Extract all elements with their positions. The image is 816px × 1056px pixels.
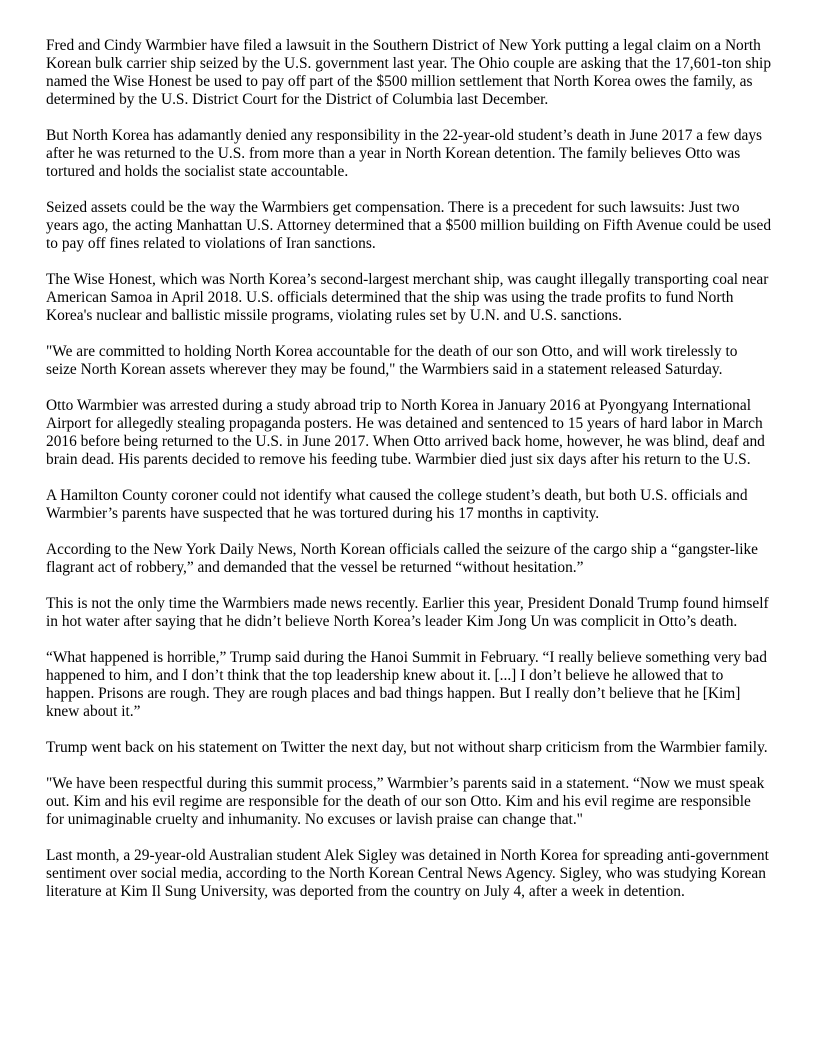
paragraph-3: Seized assets could be the way the Warmbiers get compensation. There is a precedent for such lawsuits: Just two years ago, the acting Manhattan U.S. Attorney determined that a $500 million building on Fifth Avenue could be used to pay off fines related to violations of Iran sanctions. xyxy=(46,199,772,252)
paragraph-9: This is not the only time the Warmbiers made news recently. Earlier this year, President Donald Trump found himself in hot water after saying that he didn’t believe North Korea’s leader Kim Jong Un was complicit in Otto’s death. xyxy=(46,595,769,630)
paragraph-5: "We are committed to holding North Korea accountable for the death of our son Otto, and will work tirelessly to seize North Korean assets wherever they may be found," the Warmbiers said in a statement released Saturday. xyxy=(46,343,738,378)
paragraph-13: Last month, a 29-year-old Australian student Alek Sigley was detained in North Korea for spreading anti-government sentiment over social media, according to the North Korean Central News Agency. Sigley, who was studying Korean literature at Kim Il Sung University, was deported from the country on July 4, after a week in detention. xyxy=(46,847,769,900)
paragraph-7: A Hamilton County coroner could not identify what caused the college student’s death, but both U.S. officials and Warmbier’s parents have suspected that he was tortured during his 17 months in captivity. xyxy=(46,487,748,522)
paragraph-10: “What happened is horrible,” Trump said during the Hanoi Summit in February. “I really believe something very bad happened to him, and I don’t think that the top leadership knew about it. [...] I don’t believe he allowed that to happen. Prisons are rough. They are rough places and bad things happen. But I really don’t believe that he [Kim] knew about it.” xyxy=(46,649,767,720)
paragraph-2: But North Korea has adamantly denied any responsibility in the 22-year-old student’s death in June 2017 a few days after he was returned to the U.S. from more than a year in North Korean detention. The family believes Otto was tortured and holds the socialist state accountable. xyxy=(46,127,763,180)
article-body xyxy=(46,37,772,919)
paragraph-1: Fred and Cindy Warmbier have filed a lawsuit in the Southern District of New York putting a legal claim on a North Korean bulk carrier ship seized by the U.S. government last year. The Ohio couple are asking that the 17,601-ton ship named the Wise Honest be used to pay off part of the $500 million settlement that North Korea owes the family, as determined by the U.S. District Court for the District of Columbia last December. xyxy=(46,37,772,108)
paragraph-6: Otto Warmbier was arrested during a study abroad trip to North Korea in January 2016 at Pyongyang International Airport for allegedly stealing propaganda posters. He was detained and sentenced to 15 years of hard labor in March 2016 before being returned to the U.S. in June 2017. When Otto arrived back home, however, he was blind, deaf and brain dead. His parents decided to remove his feeding tube. Warmbier died just six days after his return to the U.S. xyxy=(46,397,765,468)
paragraph-12: "We have been respectful during this summit process,” Warmbier’s parents said in a statement. “Now we must speak out. Kim and his evil regime are responsible for the death of our son Otto. Kim and his evil regime are responsible for unimaginable cruelty and inhumanity. No excuses or lavish praise can change that." xyxy=(46,775,765,828)
paragraph-4: The Wise Honest, which was North Korea’s second-largest merchant ship, was caught illegally transporting coal near American Samoa in April 2018. U.S. officials determined that the ship was using the trade profits to fund North Korea's nuclear and ballistic missile programs, violating rules set by U.N. and U.S. sanctions. xyxy=(46,271,769,324)
paragraph-8: According to the New York Daily News, North Korean officials called the seizure of the cargo ship a “gangster-like flagrant act of robbery,” and demanded that the vessel be returned “without hesitation.” xyxy=(46,541,759,576)
paragraph-11: Trump went back on his statement on Twitter the next day, but not without sharp criticism from the Warmbier family. xyxy=(46,739,768,756)
